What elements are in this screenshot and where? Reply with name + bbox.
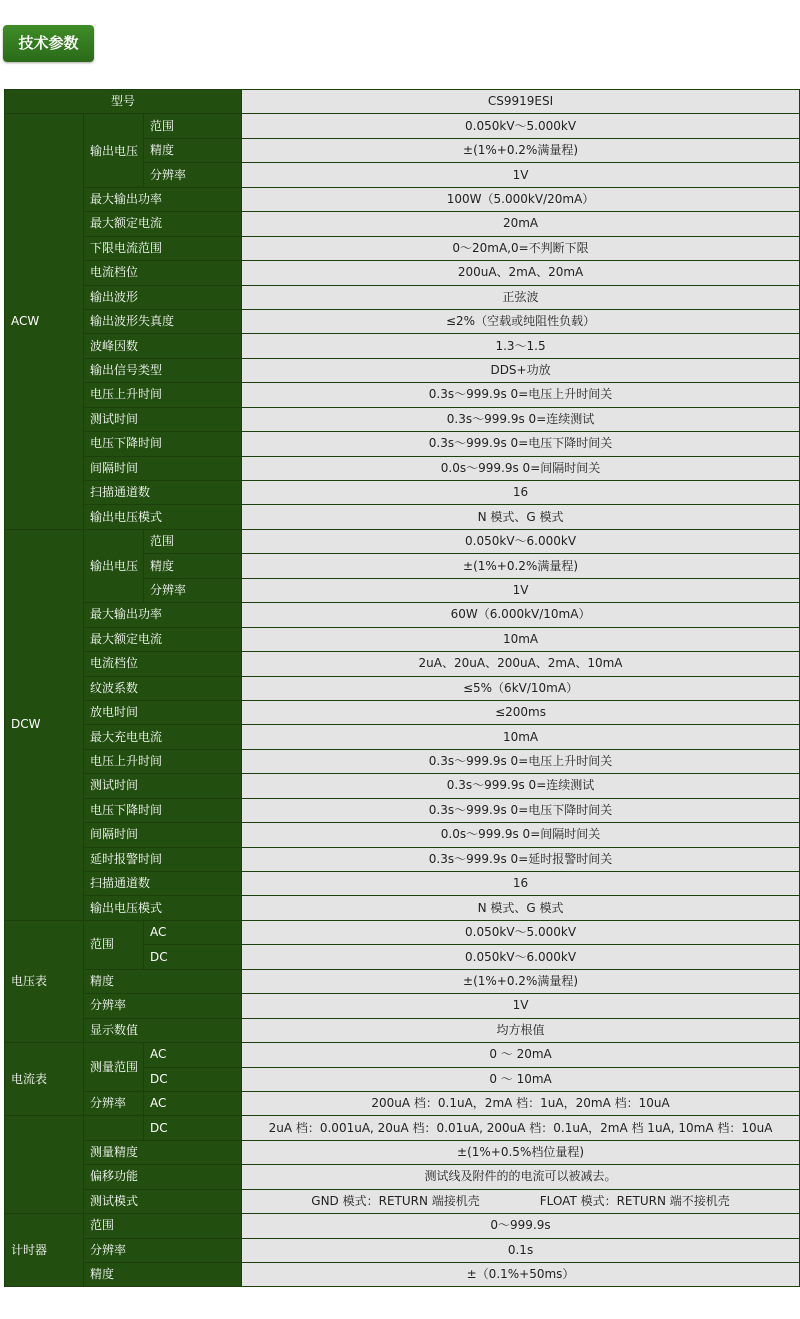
dcw-accuracy-label: 精度 bbox=[144, 554, 242, 578]
acw-row-value: 100W（5.000kV/20mA） bbox=[242, 187, 800, 211]
table-row bbox=[5, 823, 800, 847]
ammeter-ac-label: AC bbox=[144, 1043, 242, 1067]
dcw-row-label: 扫描通道数 bbox=[84, 872, 242, 896]
ammeter-offset-label: 偏移功能 bbox=[84, 1165, 242, 1189]
table-row bbox=[5, 896, 800, 920]
dcw-row-value: 0.3s～999.9s 0=延时报警时间关 bbox=[242, 847, 800, 871]
table-row bbox=[5, 1091, 800, 1115]
timer-section-label: 计时器 bbox=[5, 1214, 84, 1287]
acw-row-label: 输出信号类型 bbox=[84, 358, 242, 382]
table-row bbox=[5, 603, 800, 627]
acw-row-value: 0.3s～999.9s 0=连续测试 bbox=[242, 407, 800, 431]
dcw-row-label: 测试时间 bbox=[84, 774, 242, 798]
ammeter-section-label: 电流表 bbox=[5, 1043, 84, 1116]
table-row bbox=[5, 309, 800, 333]
timer-resolution-label: 分辨率 bbox=[84, 1238, 242, 1262]
table-row bbox=[5, 529, 800, 553]
table-row bbox=[5, 456, 800, 480]
voltmeter-ac-label: AC bbox=[144, 920, 242, 944]
model-value: CS9919ESI bbox=[242, 90, 800, 114]
dcw-resolution-value: 1V bbox=[242, 578, 800, 602]
ammeter-continued-label bbox=[5, 1116, 84, 1214]
mode-float-text: FLOAT 模式：RETURN 端不接机壳 bbox=[539, 1193, 730, 1208]
ammeter-res-dc-label: DC bbox=[144, 1116, 242, 1140]
table-row bbox=[5, 798, 800, 822]
table-row bbox=[5, 358, 800, 382]
table-row bbox=[5, 749, 800, 773]
acw-section-label: ACW bbox=[5, 114, 84, 529]
acw-row-label: 间隔时间 bbox=[84, 456, 242, 480]
voltmeter-section-label: 电压表 bbox=[5, 920, 84, 1042]
table-row bbox=[5, 1214, 800, 1238]
voltmeter-display-value: 均方根值 bbox=[242, 1018, 800, 1042]
mode-gnd-text: GND 模式：RETURN 端接机壳 bbox=[311, 1193, 480, 1208]
voltmeter-accuracy-value: ±(1%+0.2%满量程) bbox=[242, 969, 800, 993]
acw-resolution-value: 1V bbox=[242, 163, 800, 187]
acw-row-value: 0.0s～999.9s 0=间隔时间关 bbox=[242, 456, 800, 480]
dcw-row-value: 0.0s～999.9s 0=间隔时间关 bbox=[242, 823, 800, 847]
acw-accuracy-value: ±(1%+0.2%满量程) bbox=[242, 138, 800, 162]
table-row bbox=[5, 1116, 800, 1140]
voltmeter-range-label: 范围 bbox=[84, 920, 144, 969]
table-row bbox=[5, 334, 800, 358]
dcw-row-label: 最大充电电流 bbox=[84, 725, 242, 749]
table-row bbox=[5, 1189, 800, 1213]
table-row bbox=[5, 261, 800, 285]
dcw-resolution-label: 分辨率 bbox=[144, 578, 242, 602]
dcw-row-value: N 模式、G 模式 bbox=[242, 896, 800, 920]
ammeter-res-dc-value: 2uA 档：0.001uA, 20uA 档：0.01uA, 200uA 档：0.1uA，2mA 档 1uA, 10mA 档：10uA bbox=[242, 1116, 800, 1140]
ammeter-dc-label: DC bbox=[144, 1067, 242, 1091]
dcw-row-label: 输出电压模式 bbox=[84, 896, 242, 920]
acw-row-value: N 模式、G 模式 bbox=[242, 505, 800, 529]
acw-row-label: 电压上升时间 bbox=[84, 383, 242, 407]
acw-row-value: DDS+功放 bbox=[242, 358, 800, 382]
voltmeter-dc-label: DC bbox=[144, 945, 242, 969]
ammeter-accuracy-label: 测量精度 bbox=[84, 1140, 242, 1164]
dcw-accuracy-value: ±(1%+0.2%满量程) bbox=[242, 554, 800, 578]
spec-table bbox=[4, 89, 800, 1287]
section-title-badge: 技术参数 bbox=[3, 25, 94, 62]
dcw-row-value: 2uA、20uA、200uA、2mA、10mA bbox=[242, 652, 800, 676]
table-row bbox=[5, 1018, 800, 1042]
ammeter-dc-value: 0 ～ 10mA bbox=[242, 1067, 800, 1091]
dcw-output-voltage-label: 输出电压 bbox=[84, 529, 144, 602]
table-row bbox=[5, 187, 800, 211]
ammeter-offset-value: 测试线及附件的的电流可以被减去。 bbox=[242, 1165, 800, 1189]
table-row bbox=[5, 652, 800, 676]
ammeter-res-dc-blank bbox=[84, 1116, 144, 1140]
acw-row-label: 最大额定电流 bbox=[84, 212, 242, 236]
table-row bbox=[5, 1238, 800, 1262]
voltmeter-resolution-label: 分辨率 bbox=[84, 994, 242, 1018]
dcw-row-value: 10mA bbox=[242, 725, 800, 749]
acw-row-label: 电压下降时间 bbox=[84, 432, 242, 456]
table-row bbox=[5, 627, 800, 651]
table-row bbox=[5, 1043, 800, 1067]
timer-range-label: 范围 bbox=[84, 1214, 242, 1238]
dcw-row-value: 60W（6.000kV/10mA） bbox=[242, 603, 800, 627]
table-row bbox=[5, 969, 800, 993]
voltmeter-accuracy-label: 精度 bbox=[84, 969, 242, 993]
dcw-row-value: 16 bbox=[242, 872, 800, 896]
dcw-row-label: 电压下降时间 bbox=[84, 798, 242, 822]
table-row bbox=[5, 236, 800, 260]
dcw-range-label: 范围 bbox=[144, 529, 242, 553]
ammeter-range-label: 测量范围 bbox=[84, 1043, 144, 1092]
dcw-row-value: 0.3s～999.9s 0=电压上升时间关 bbox=[242, 749, 800, 773]
dcw-row-value: ≤5%（6kV/10mA） bbox=[242, 676, 800, 700]
dcw-row-label: 延时报警时间 bbox=[84, 847, 242, 871]
table-row bbox=[5, 920, 800, 944]
dcw-row-label: 最大输出功率 bbox=[84, 603, 242, 627]
ammeter-accuracy-value: ±(1%+0.5%档位量程) bbox=[242, 1140, 800, 1164]
dcw-row-label: 纹波系数 bbox=[84, 676, 242, 700]
table-row bbox=[5, 1263, 800, 1287]
table-row bbox=[5, 994, 800, 1018]
dcw-row-label: 间隔时间 bbox=[84, 823, 242, 847]
acw-range-label: 范围 bbox=[144, 114, 242, 138]
voltmeter-ac-value: 0.050kV～5.000kV bbox=[242, 920, 800, 944]
table-row bbox=[5, 676, 800, 700]
dcw-range-value: 0.050kV～6.000kV bbox=[242, 529, 800, 553]
acw-row-label: 输出电压模式 bbox=[84, 505, 242, 529]
ammeter-mode-label: 测试模式 bbox=[84, 1189, 242, 1213]
voltmeter-display-label: 显示数值 bbox=[84, 1018, 242, 1042]
acw-row-label: 电流档位 bbox=[84, 261, 242, 285]
table-row bbox=[5, 383, 800, 407]
dcw-row-label: 放电时间 bbox=[84, 700, 242, 724]
dcw-row-value: ≤200ms bbox=[242, 700, 800, 724]
dcw-row-value: 0.3s～999.9s 0=连续测试 bbox=[242, 774, 800, 798]
timer-resolution-value: 0.1s bbox=[242, 1238, 800, 1262]
acw-row-value: 1.3～1.5 bbox=[242, 334, 800, 358]
acw-row-value: 0～20mA,0=不判断下限 bbox=[242, 236, 800, 260]
table-row bbox=[5, 285, 800, 309]
dcw-row-label: 最大额定电流 bbox=[84, 627, 242, 651]
acw-row-label: 扫描通道数 bbox=[84, 481, 242, 505]
acw-range-value: 0.050kV～5.000kV bbox=[242, 114, 800, 138]
table-row bbox=[5, 505, 800, 529]
acw-resolution-label: 分辨率 bbox=[144, 163, 242, 187]
table-row bbox=[5, 212, 800, 236]
table-row bbox=[5, 774, 800, 798]
table-row bbox=[5, 432, 800, 456]
acw-row-label: 输出波形 bbox=[84, 285, 242, 309]
ammeter-res-ac-value: 200uA 档：0.1uA，2mA 档：1uA，20mA 档：10uA bbox=[242, 1091, 800, 1115]
acw-accuracy-label: 精度 bbox=[144, 138, 242, 162]
acw-output-voltage-label: 输出电压 bbox=[84, 114, 144, 187]
table-row bbox=[5, 847, 800, 871]
ammeter-mode-value bbox=[242, 1189, 800, 1213]
acw-row-value: 200uA、2mA、20mA bbox=[242, 261, 800, 285]
dcw-row-value: 0.3s～999.9s 0=电压下降时间关 bbox=[242, 798, 800, 822]
acw-row-label: 最大输出功率 bbox=[84, 187, 242, 211]
table-row bbox=[5, 725, 800, 749]
table-row bbox=[5, 1165, 800, 1189]
acw-row-value: 20mA bbox=[242, 212, 800, 236]
voltmeter-dc-value: 0.050kV～6.000kV bbox=[242, 945, 800, 969]
timer-range-value: 0～999.9s bbox=[242, 1214, 800, 1238]
dcw-row-label: 电流档位 bbox=[84, 652, 242, 676]
dcw-section-label: DCW bbox=[5, 529, 84, 920]
spec-table-body bbox=[5, 90, 800, 1287]
acw-row-label: 波峰因数 bbox=[84, 334, 242, 358]
dcw-row-value: 10mA bbox=[242, 627, 800, 651]
acw-row-value: 0.3s～999.9s 0=电压下降时间关 bbox=[242, 432, 800, 456]
table-row bbox=[5, 872, 800, 896]
voltmeter-resolution-value: 1V bbox=[242, 994, 800, 1018]
acw-row-value: 16 bbox=[242, 481, 800, 505]
ammeter-ac-value: 0 ～ 20mA bbox=[242, 1043, 800, 1067]
timer-accuracy-value: ±（0.1%+50ms） bbox=[242, 1263, 800, 1287]
acw-row-label: 下限电流范围 bbox=[84, 236, 242, 260]
table-row bbox=[5, 1140, 800, 1164]
table-row bbox=[5, 114, 800, 138]
acw-row-label: 测试时间 bbox=[84, 407, 242, 431]
acw-row-value: 0.3s～999.9s 0=电压上升时间关 bbox=[242, 383, 800, 407]
acw-row-label: 输出波形失真度 bbox=[84, 309, 242, 333]
acw-row-value: ≤2%（空载或纯阻性负载） bbox=[242, 309, 800, 333]
ammeter-resolution-label: 分辨率 bbox=[84, 1091, 144, 1115]
table-row bbox=[5, 700, 800, 724]
ammeter-res-ac-label: AC bbox=[144, 1091, 242, 1115]
dcw-row-label: 电压上升时间 bbox=[84, 749, 242, 773]
acw-row-value: 正弦波 bbox=[242, 285, 800, 309]
table-row bbox=[5, 407, 800, 431]
table-row bbox=[5, 90, 800, 114]
model-label: 型号 bbox=[5, 90, 242, 114]
timer-accuracy-label: 精度 bbox=[84, 1263, 242, 1287]
table-row bbox=[5, 481, 800, 505]
